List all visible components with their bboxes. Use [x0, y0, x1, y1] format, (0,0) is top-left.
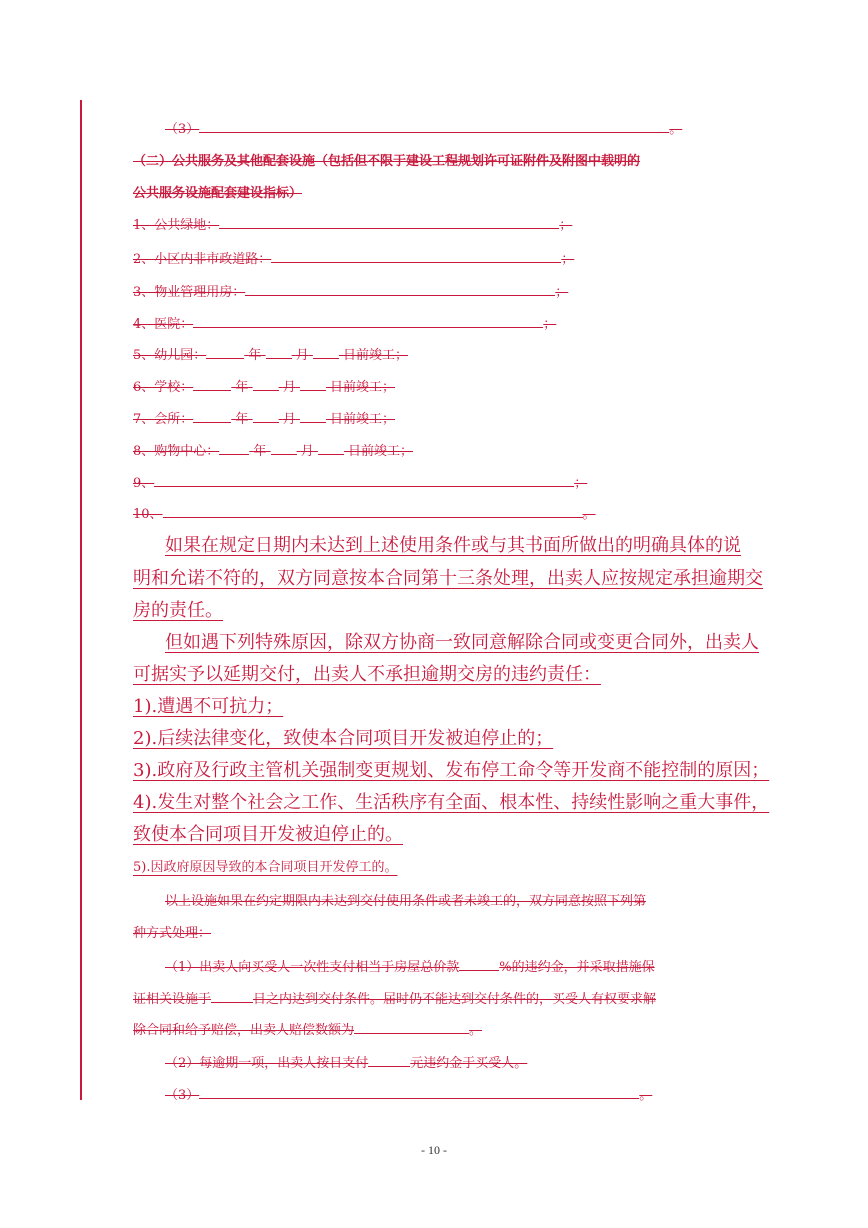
item-10: 10、 。 — [133, 507, 596, 522]
item-9: 9、 ； — [133, 476, 588, 491]
item-shopping: 8、购物中心： 年 月 日前竣工； — [133, 444, 414, 459]
reason-4-line1: 4).发生对整个社会之工作、生活秩序有全面、根本性、持续性影响之重大事件， — [133, 792, 770, 813]
item-3-top: （3） 。 — [165, 122, 683, 137]
penalty-intro-line1: 以上设施如果在约定期限内未达到交付使用条件或者未竣工的，双方同意按照下列第 — [165, 894, 647, 909]
penalty-option-1-line2: 证相关设施于 日之内达到交付条件。届时仍不能达到交付条件的，买受人有权要求解 — [133, 992, 657, 1007]
penalty-option-3: （3） 。 — [165, 1088, 653, 1103]
penalty-option-1-line3: 除合同和给予赔偿，出卖人赔偿数额为 。 — [133, 1023, 483, 1038]
item-hospital: 4、医院： ； — [133, 317, 557, 332]
page-number: - 10 - — [421, 1143, 447, 1157]
penalty-option-2: （2）每逾期一项，出卖人按日支付 元违约金于买受人。 — [165, 1056, 528, 1071]
reason-4-line2: 致使本合同项目开发被迫停止的。 — [133, 824, 403, 845]
para1-line1: 如果在规定日期内未达到上述使用条件或与其书面所做出的明确具体的说 — [165, 535, 741, 556]
section-heading-line2: 公共服务设施配套建设指标） — [133, 186, 303, 201]
section-heading-line1: （二）公共服务及其他配套设施（包括但不限于建设工程规划许可证附件及附图中载明的 — [133, 154, 641, 169]
item-internal-road: 2、小区内非市政道路： ； — [133, 252, 575, 267]
reason-1: 1).遭遇不可抗力； — [133, 696, 284, 717]
item-school: 6、学校： 年 月 日前竣工； — [133, 380, 396, 395]
para1-line3: 房的责任。 — [133, 600, 223, 621]
reason-3: 3).政府及行政主管机关强制变更规划、发布停工命令等开发商不能控制的原因； — [133, 760, 770, 781]
item-public-green: 1、公共绿地： ； — [133, 218, 573, 233]
penalty-option-1-line1: （1）出卖人向买受人一次性支付相当于房屋总价款 %的违约金，并采取措施保 — [165, 960, 655, 975]
item-kindergarten: 5、幼儿园： 年 月 日前竣工； — [133, 348, 409, 363]
para1-line2: 明和允诺不符的，双方同意按本合同第十三条处理，出卖人应按规定承担逾期交 — [133, 568, 763, 589]
margin-revision-bar — [80, 100, 82, 1100]
para2-line2: 可据实予以延期交付，出卖人不承担逾期交房的违约责任： — [133, 664, 601, 685]
reason-2: 2).后续法律变化，致使本合同项目开发被迫停止的； — [133, 728, 554, 749]
para2-line1: 但如遇下列特殊原因，除双方协商一致同意解除合同或变更合同外，出卖人 — [165, 632, 759, 653]
item-property-mgmt: 3、物业管理用房： ； — [133, 285, 569, 300]
item-clubhouse: 7、会所： 年 月 日前竣工； — [133, 412, 396, 427]
reason-5: 5).因政府原因导致的本合同项目开发停工的。 — [133, 860, 398, 875]
penalty-intro-line2: 种方式处理： — [133, 926, 212, 941]
